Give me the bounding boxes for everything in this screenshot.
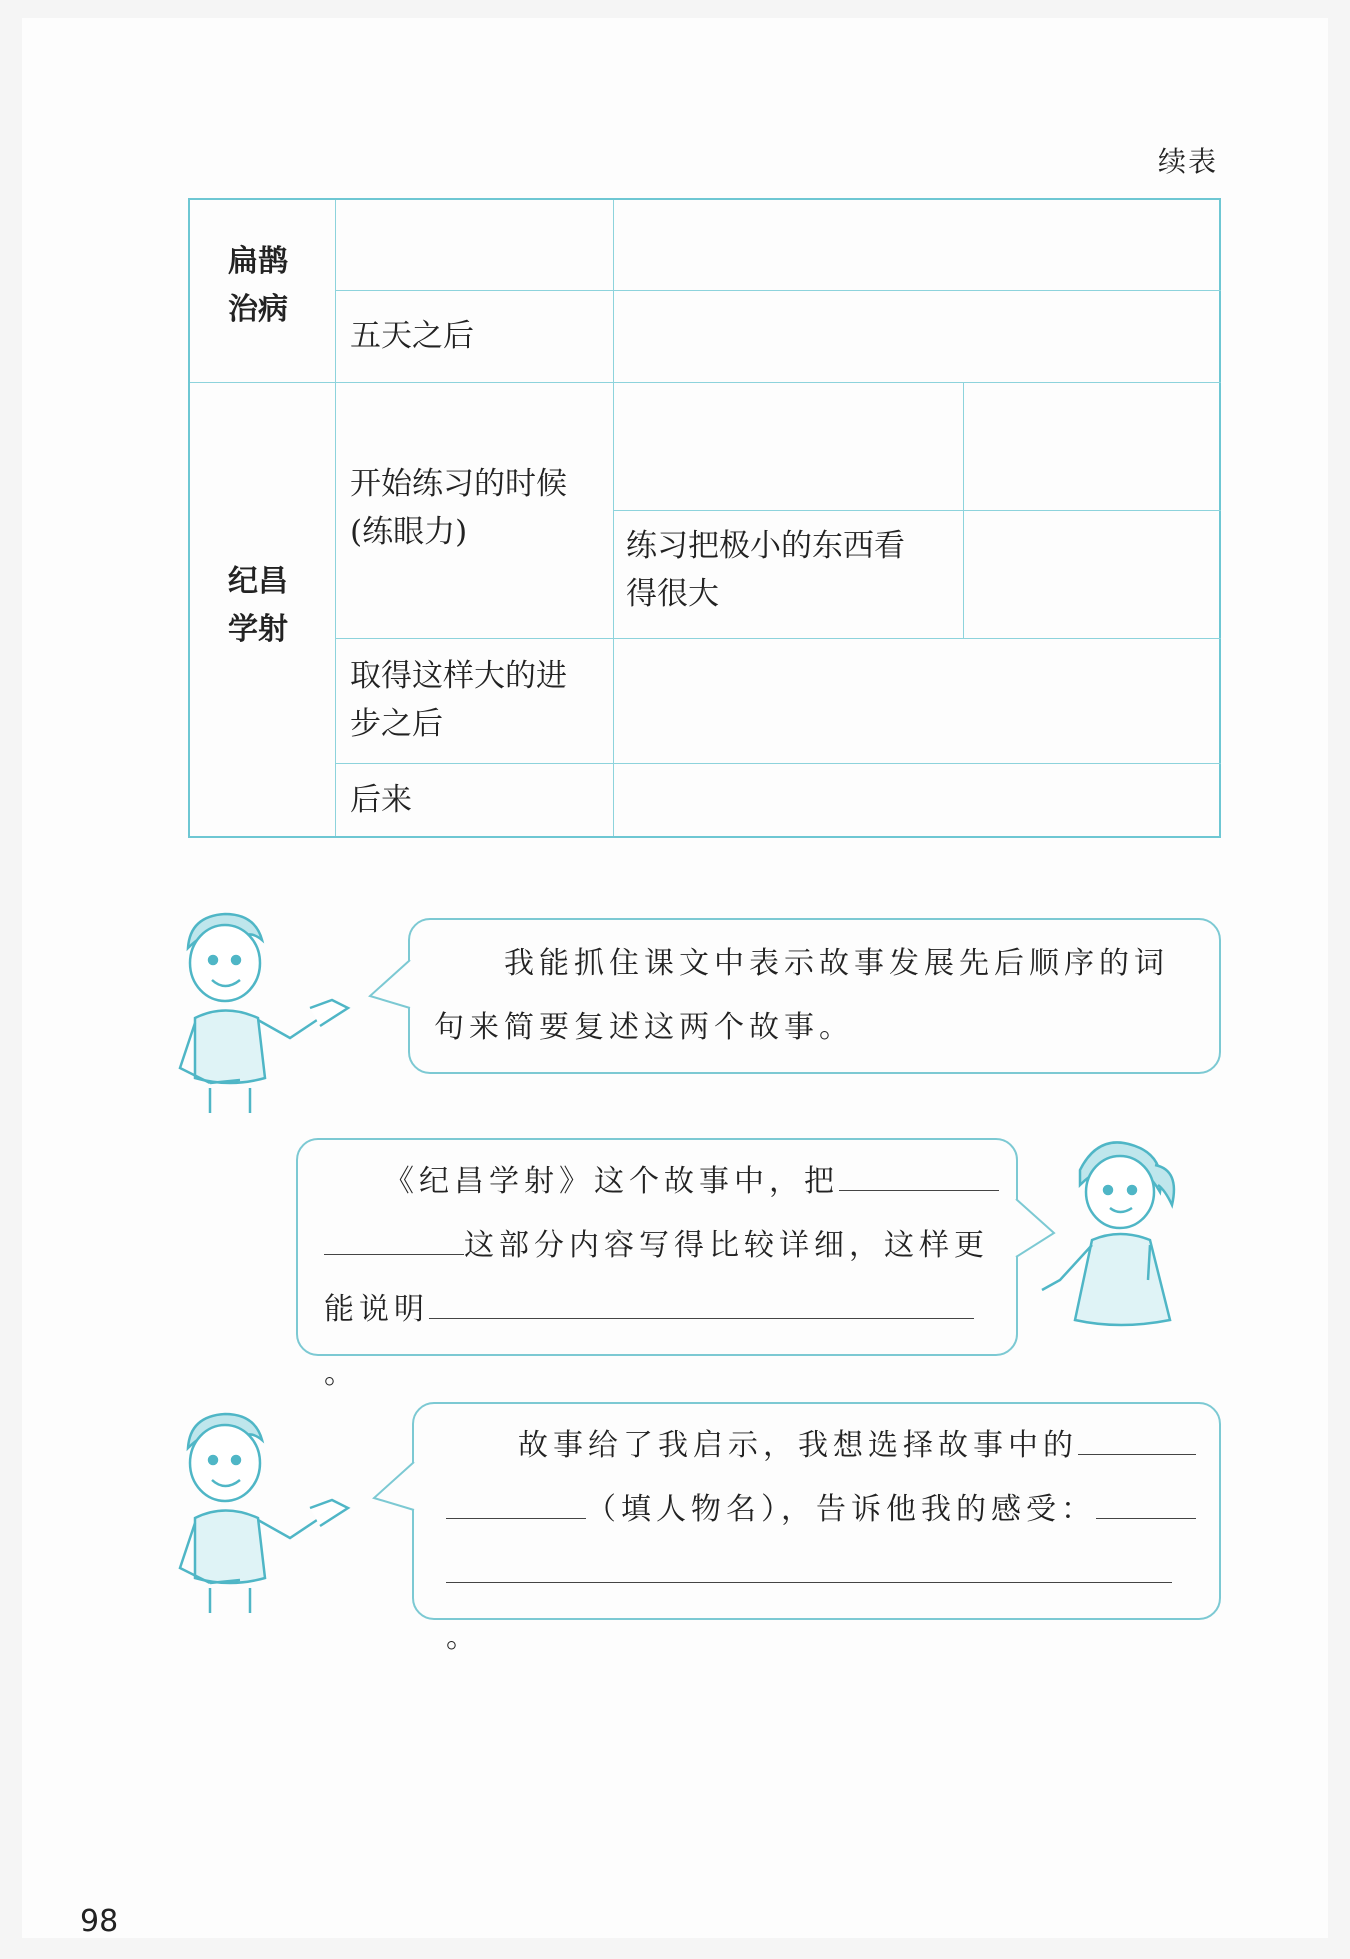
row-divider [613,510,1221,511]
story-title-line: 学射 [228,612,288,647]
story-title-bianque [228,238,308,334]
continued-label: 续表 [1158,145,1219,178]
page-number: 98 [80,1904,119,1939]
sub-phase-line: 得很大 [626,576,719,612]
phase-cell [350,652,567,748]
story-title-jichang [228,558,308,654]
story-table [188,198,1221,838]
bubble-3-text [446,1414,1206,1670]
col-divider-1 [335,200,336,836]
row-divider [335,290,1221,291]
row-divider [335,638,1221,639]
phase-cell [350,460,567,556]
bubble-line: 句来简要复述这两个故事。 [434,1010,854,1045]
bubble-punct: 。 [324,1356,359,1391]
answer-blank[interactable] [1096,1489,1196,1519]
row-divider [335,763,1221,764]
phase-line: 取得这样大的进 [350,658,567,694]
bubble-line: 故事给了我启示，我想选择故事中的 [518,1428,1078,1463]
phase-line: 步之后 [350,706,443,742]
bubble-punct: 。 [446,1620,481,1655]
col-divider-2 [613,200,614,836]
phase-line: (练眼力) [350,514,468,550]
boy-illustration [170,908,355,1113]
bubble-tail [372,1460,416,1520]
bubble-line: 我能抓住课文中表示故事发展先后顺序的词 [504,946,1169,981]
answer-blank[interactable] [446,1489,586,1519]
story-title-line: 扁鹊 [228,244,288,279]
bubble-tail [368,958,412,1018]
phase-cell: 后来 [350,782,412,818]
bubble-line: （填人物名），告诉他我的感受： [586,1492,1096,1527]
sub-phase-line: 练习把极小的东西看 [626,528,905,564]
answer-blank[interactable] [446,1553,1172,1583]
phase-line: 开始练习的时候 [350,466,567,502]
answer-blank[interactable] [324,1225,464,1255]
answer-blank[interactable] [839,1161,999,1191]
story-title-line: 纪昌 [228,564,288,599]
phase-cell: 五天之后 [350,318,474,354]
answer-blank[interactable] [1078,1425,1196,1455]
section-divider [190,382,1221,383]
answer-blank[interactable] [429,1289,974,1319]
bubble-line: 能说明 [324,1292,429,1327]
story-title-line: 治病 [228,292,288,327]
boy-illustration [170,1408,355,1613]
bubble-line: 这部分内容写得比较详细，这样更 [464,1228,989,1263]
bubble-2-text [324,1150,1004,1406]
sub-phase-cell [626,522,905,618]
girl-illustration [1040,1130,1195,1340]
bubble-1-text [434,932,1204,1060]
bubble-line: 《纪昌学射》这个故事中，把 [384,1164,839,1199]
